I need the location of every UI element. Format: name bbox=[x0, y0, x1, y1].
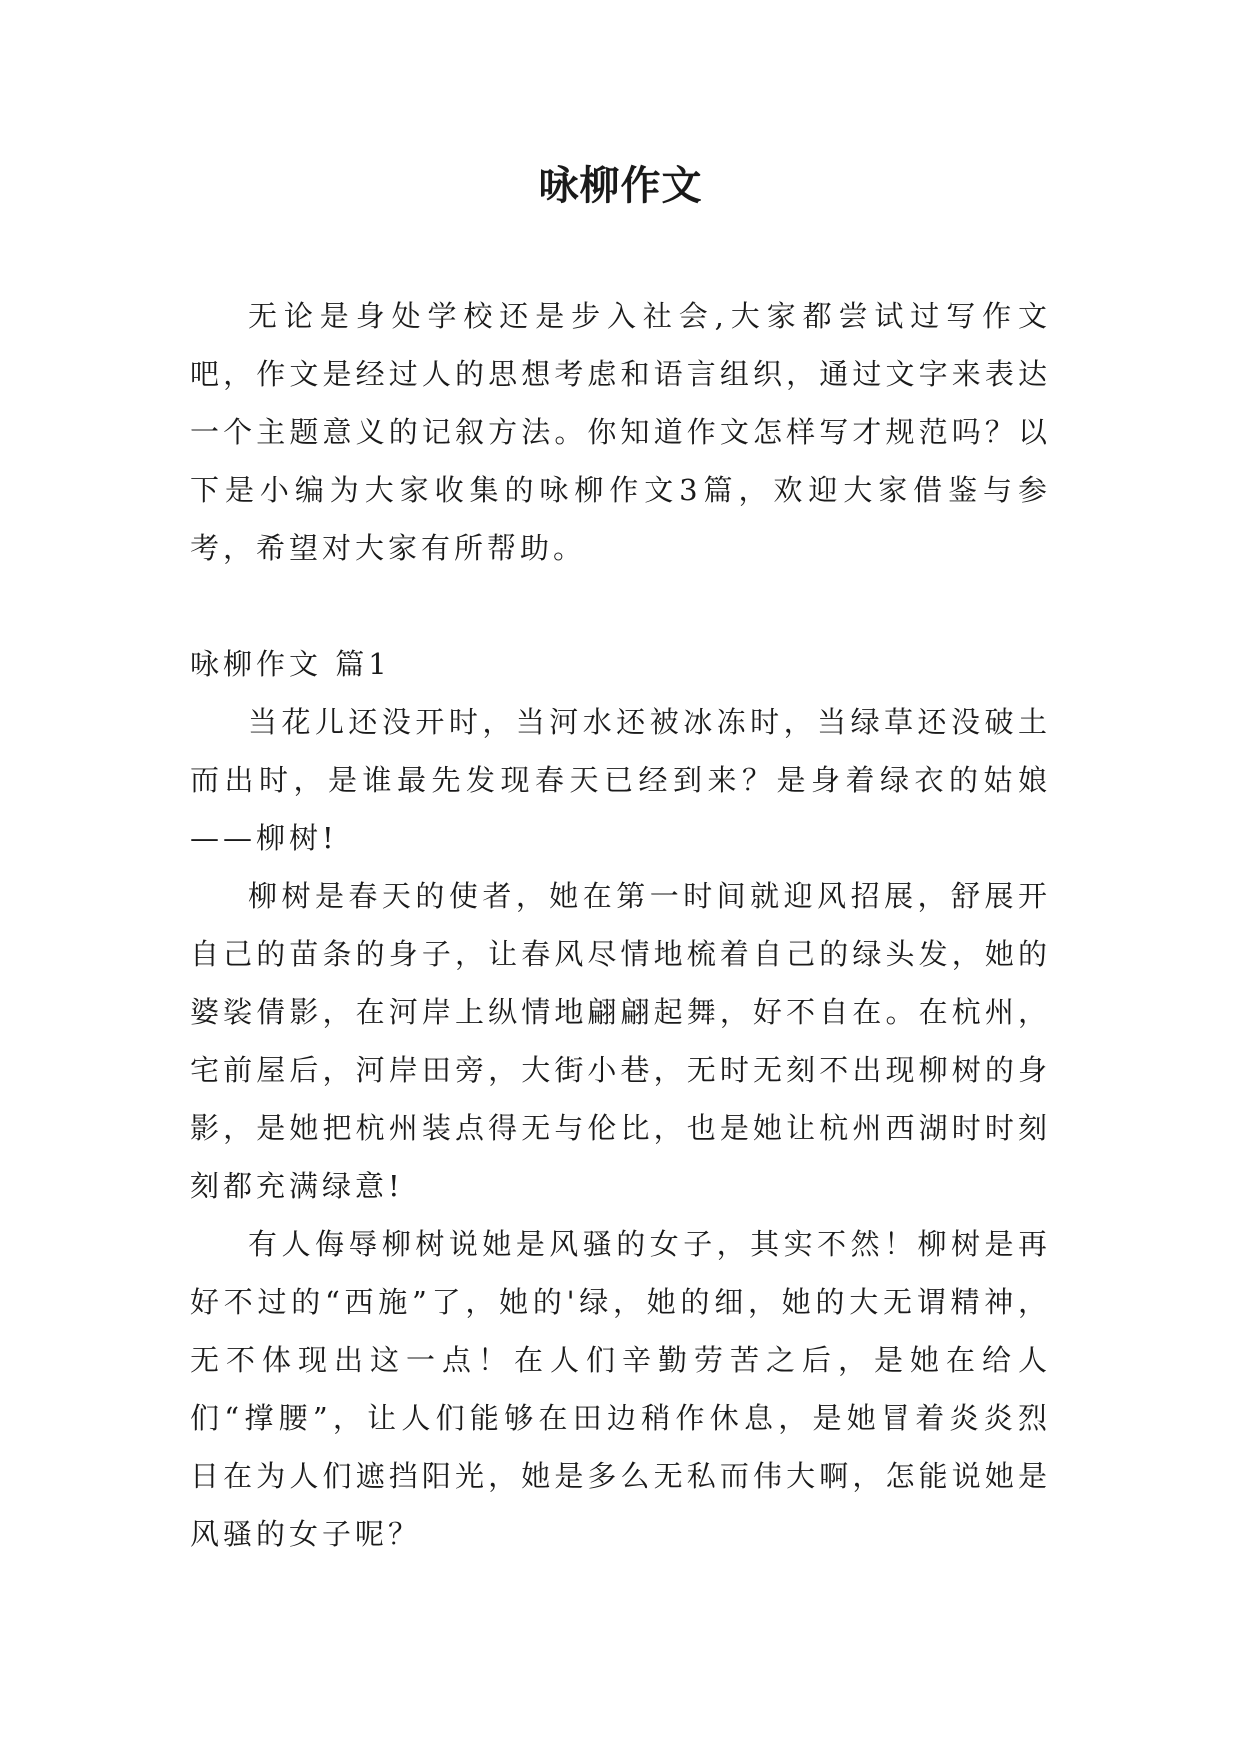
body-paragraph-1: 当花儿还没开时，当河水还被冰冻时，当绿草还没破土而出时，是谁最先发现春天已经到来？是身着绿衣的姑娘——柳树! bbox=[190, 705, 1051, 855]
document-title: 咏柳作文 bbox=[538, 163, 703, 209]
section-heading: 咏柳作文 篇1 bbox=[190, 647, 391, 681]
document-body bbox=[190, 287, 1051, 1563]
intro-paragraph: 无论是身处学校还是步入社会,大家都尝试过写作文吧，作文是经过人的思想考虑和语言组织，通过文字来表达一个主题意义的记叙方法。你知道作文怎样写才规范吗？以下是小编为大家收集的咏柳作文3篇，欢迎大家借鉴与参考，希望对大家有所帮助。 bbox=[190, 299, 1051, 565]
body-paragraph-3: 有人侮辱柳树说她是风骚的女子，其实不然！柳树是再好不过的“西施”了，她的'绿，她的细，她的大无谓精神，无不体现出这一点！在人们辛勤劳苦之后，是她在给人们“撑腰”，让人们能够在田边稍作休息，是她冒着炎炎烈日在为人们遮挡阳光，她是多么无私而伟大啊，怎能说她是风骚的女子呢？ bbox=[190, 1227, 1051, 1551]
body-paragraph-2: 柳树是春天的使者，她在第一时间就迎风招展，舒展开自己的苗条的身子，让春风尽情地梳着自己的绿头发，她的婆裟倩影，在河岸上纵情地翩翩起舞，好不自在。在杭州，宅前屋后，河岸田旁，大街小巷，无时无刻不出现柳树的身影，是她把杭州装点得无与伦比，也是她让杭州西湖时时刻刻都充满绿意! bbox=[190, 879, 1051, 1203]
